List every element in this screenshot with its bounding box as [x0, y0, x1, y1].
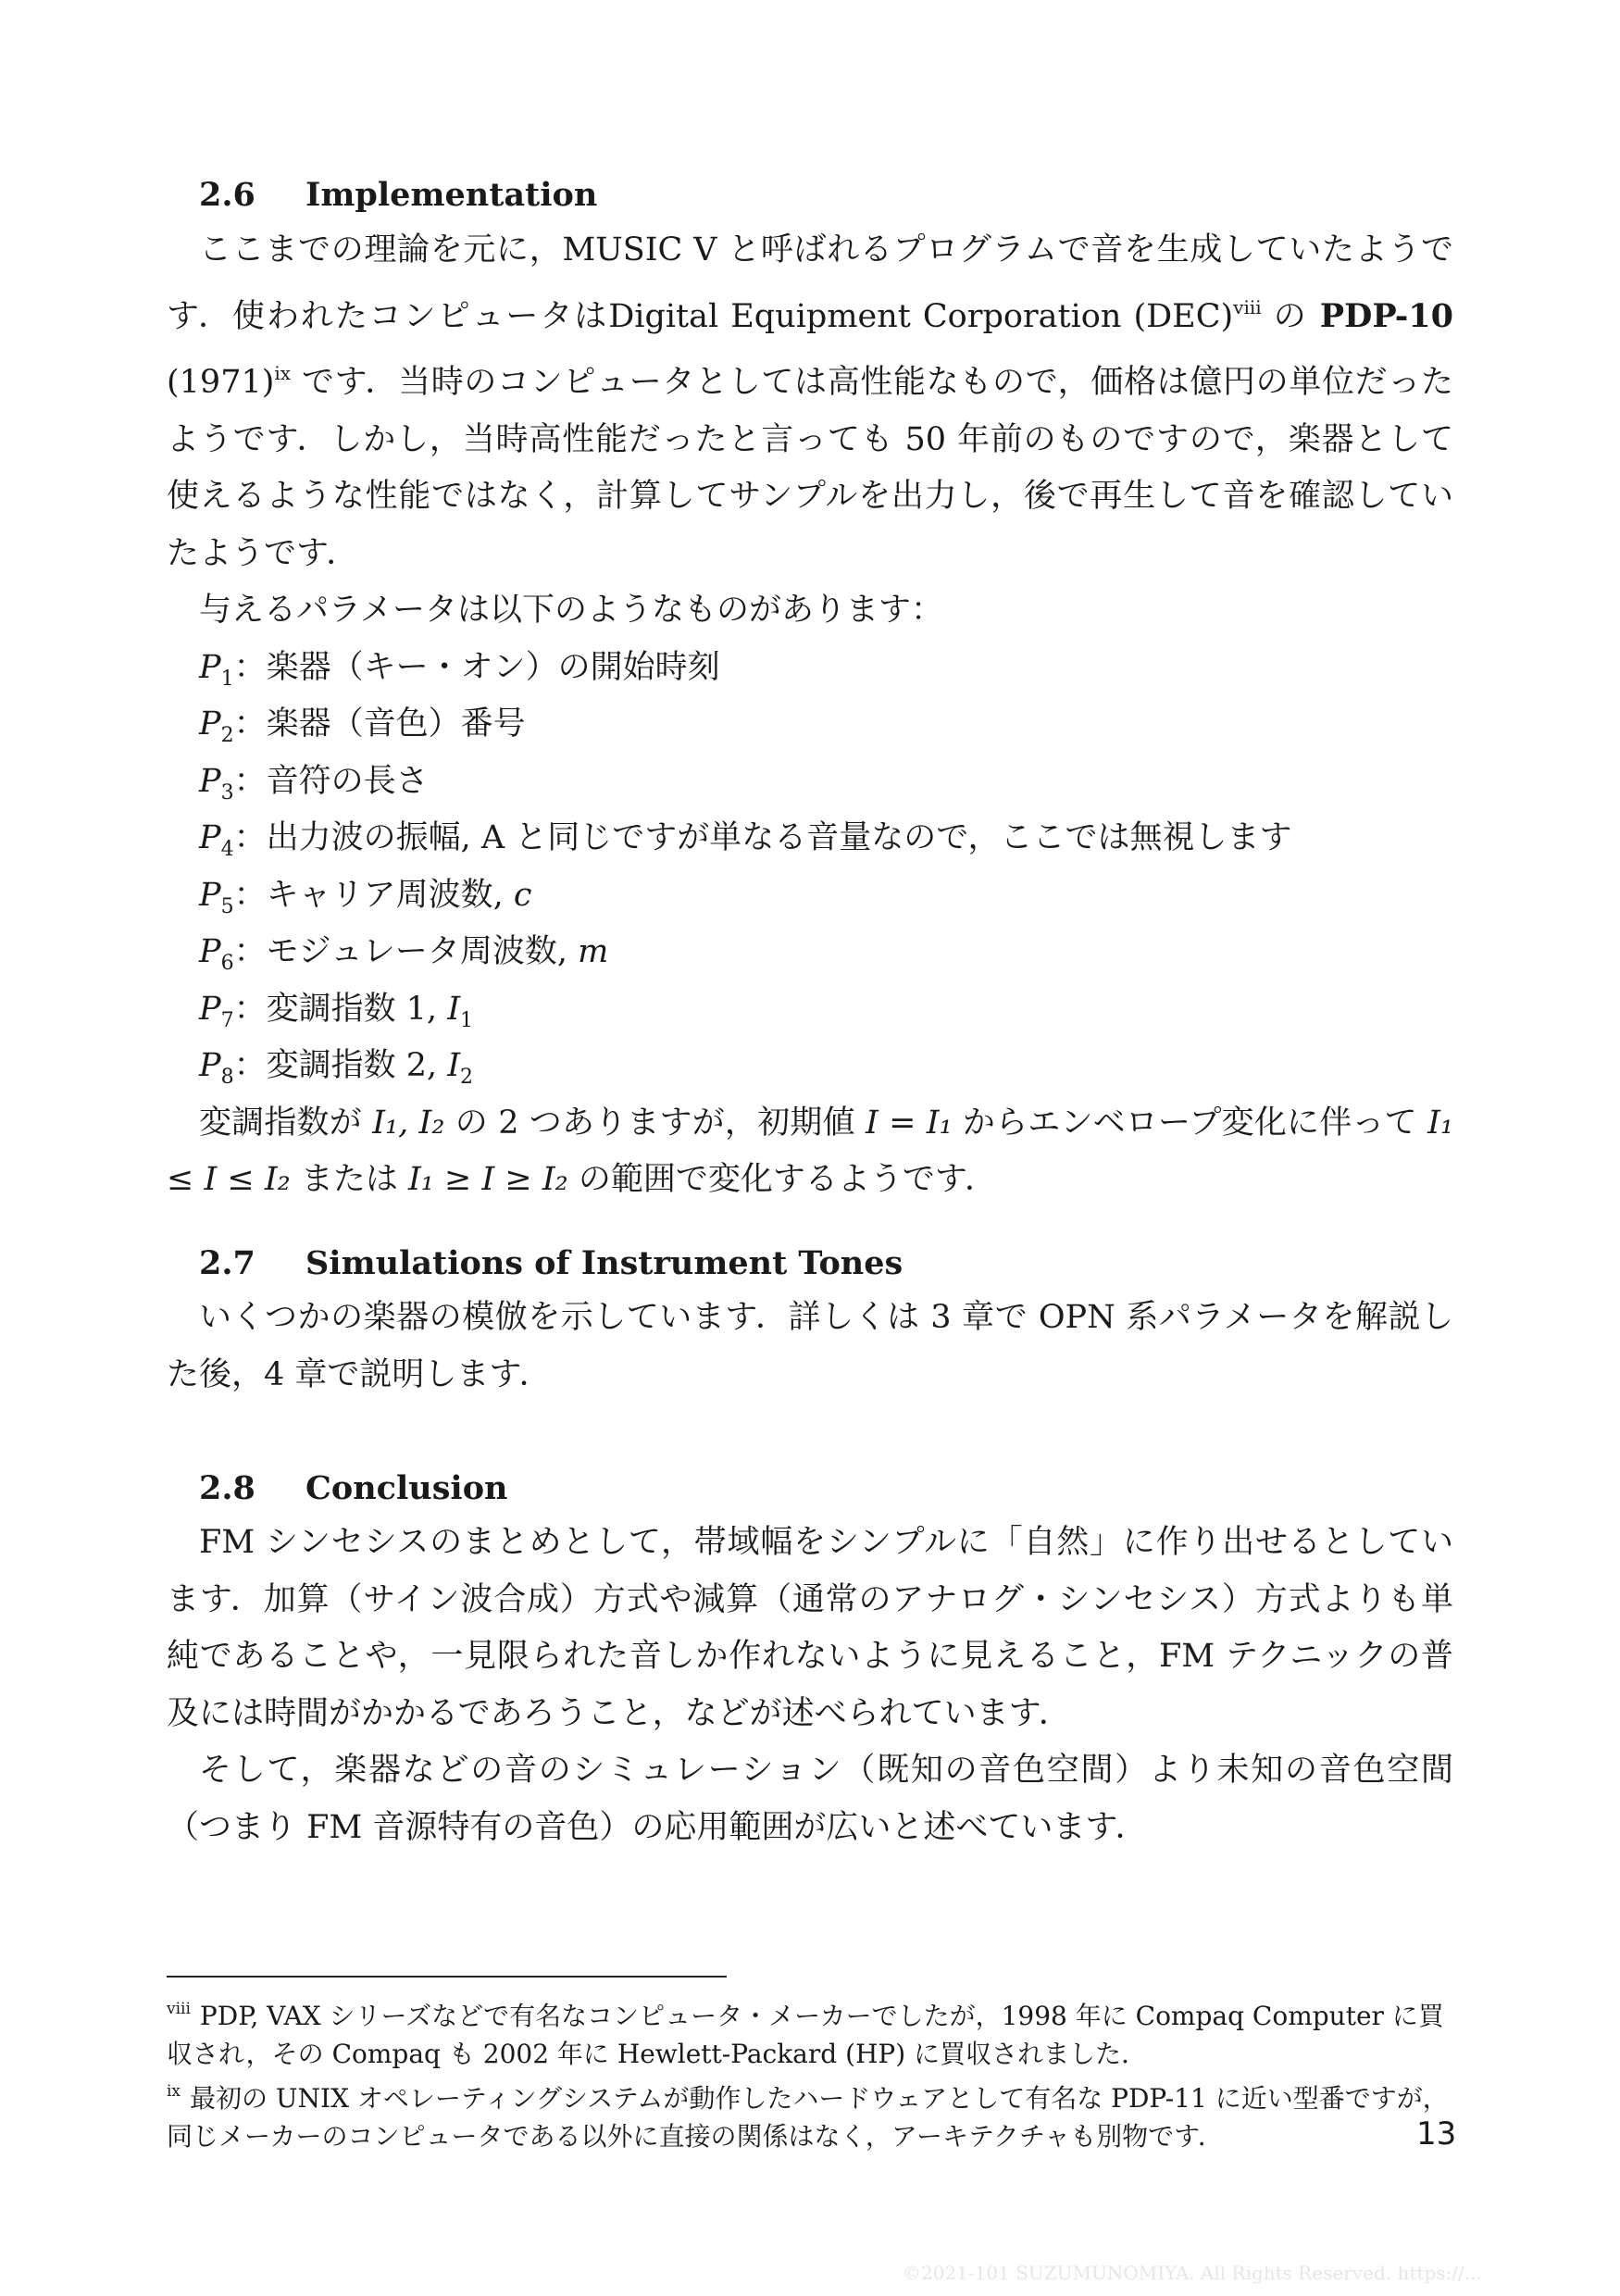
footnotes — [167, 1990, 1458, 2155]
conclusion-paragraph-1: FM シンセシスのまとめとして，帯域幅をシンプルに「自然」に作り出せるとしています．加算（サイン波合成）方式や減算（通常のアナログ・シンセシス）方式よりも単純であることや，一見限られた音しか作れないように見えること，FM テクニックの普及には時間がかかるであろうこと，などが述べられています． — [167, 1524, 1453, 1732]
text-span: 変調指数が — [199, 1104, 373, 1142]
footnote-ref-ix[interactable]: ix — [274, 362, 292, 384]
text-span: の範囲で変化するようです． — [567, 1161, 998, 1198]
math-expression: I₁, I₂ — [372, 1104, 445, 1142]
param-description: ：モジュレータ周波数, — [233, 933, 579, 970]
section-number: 2.6 — [199, 176, 255, 214]
param-description: ：音符の長さ — [233, 762, 429, 800]
text-span: (1971) — [167, 364, 275, 401]
param-symbol: P — [199, 648, 221, 686]
param-symbol: P — [199, 819, 221, 856]
parameter-item-3 — [167, 754, 1453, 811]
parameter-item-4 — [167, 810, 1453, 867]
copyright-watermark: ©2021-101 SUZUMUNOMIYA. All Rights Reserved. https://... — [903, 2262, 1482, 2284]
implementation-paragraph-1 — [167, 222, 1453, 582]
text-span: または — [290, 1161, 408, 1198]
section-heading-simulations — [199, 1241, 903, 1287]
parameter-item-1 — [167, 640, 1453, 697]
param-symbol: P — [199, 705, 221, 742]
param-symbol: P — [199, 762, 221, 800]
parameter-item-6 — [167, 924, 1453, 981]
param-description: ：変調指数 2, — [233, 1047, 448, 1084]
param-description: ：変調指数 1, — [233, 990, 448, 1028]
text-span: です．当時のコンピュータとしては高性能なもので，価格は億円の単位だったようです．しかし，当時高性能だったと言っても 50 年前のものですので，楽器として使えるような性能ではなく，計算してサンプルを出力し，後で再生して音を確認していたようです． — [167, 364, 1453, 572]
footnote-ref-viii[interactable]: viii — [1233, 295, 1262, 318]
param-subscript: 1 — [220, 667, 234, 691]
param-variable: m — [578, 933, 609, 970]
section-number: 2.8 — [199, 1469, 255, 1507]
param-description: ：楽器（キー・オン）の開始時刻 — [233, 648, 720, 686]
param-symbol: P — [199, 933, 221, 970]
section-heading-implementation — [199, 172, 597, 218]
section-heading-conclusion — [199, 1466, 508, 1512]
param-symbol: P — [199, 990, 221, 1028]
text-span: の — [1261, 297, 1320, 335]
parameter-item-2 — [167, 696, 1453, 754]
section-title: Conclusion — [305, 1469, 508, 1507]
simulations-paragraph: いくつかの楽器の模倣を示しています．詳しくは 3 章で OPN 系パラメータを解説した後，4 章で説明します． — [167, 1299, 1453, 1393]
text-span: ここまでの理論を元に，MUSIC V と呼ばれるプログラムで音を生成していたようです．使われたコンピュータはDigital Equipment Corporation (DEC) — [167, 231, 1453, 335]
param-description: ：キャリア周波数, — [233, 876, 514, 914]
pdp-10-bold: PDP-10 — [1319, 296, 1453, 335]
simulations-body — [167, 1290, 1453, 1404]
param-subscript: 7 — [220, 1008, 234, 1032]
section-title: Implementation — [305, 176, 598, 214]
section-number: 2.7 — [199, 1244, 255, 1282]
parameter-list — [167, 640, 1453, 1095]
param-description: ：出力波の振幅, A と同じですが単なる音量なので，ここでは無視します — [233, 819, 1292, 856]
param-symbol: P — [199, 876, 221, 914]
param-subscript: 6 — [220, 952, 234, 975]
footnote-viii — [167, 1990, 1458, 2073]
implementation-body — [167, 222, 1453, 1209]
math-expression: I₁ ≤ I ≤ I₂ — [167, 1104, 1453, 1198]
conclusion-paragraph-2: そして，楽器などの音のシミュレーション（既知の音色空間）より未知の音色空間（つまり FM 音源特有の音色）の応用範囲が広いと述べています． — [167, 1752, 1453, 1846]
implementation-paragraph-2: 与えるパラメータは以下のようなものがあります： — [199, 592, 943, 629]
param-variable: I — [447, 1047, 461, 1084]
math-expression: I = I₁ — [865, 1104, 953, 1142]
param-description: ：楽器（音色）番号 — [233, 705, 526, 742]
footnote-divider — [167, 1976, 727, 1978]
text-span: の 2 つありますが，初期値 — [444, 1104, 866, 1142]
param-subscript: 3 — [220, 780, 234, 805]
section-title: Simulations of Instrument Tones — [305, 1244, 903, 1282]
text-span: からエンベロープ変化に伴って — [952, 1104, 1428, 1142]
param-subscript: 5 — [220, 894, 234, 918]
param-subscript: 2 — [220, 724, 234, 747]
parameter-item-8 — [167, 1038, 1453, 1095]
parameter-item-5 — [167, 867, 1453, 925]
conclusion-body — [167, 1515, 1453, 1856]
footnote-ix — [167, 2073, 1458, 2155]
param-variable-subscript: 2 — [460, 1066, 474, 1089]
param-variable: I — [447, 990, 461, 1028]
page-number: 13 — [1416, 2115, 1457, 2152]
math-expression: I₁ ≥ I ≥ I₂ — [407, 1161, 568, 1198]
footnote-mark: ix — [167, 2082, 181, 2101]
param-subscript: 4 — [220, 838, 234, 861]
footnote-mark: viii — [167, 2000, 191, 2018]
param-subscript: 8 — [220, 1066, 234, 1089]
param-symbol: P — [199, 1047, 221, 1084]
footnote-text: 最初の UNIX オペレーティングシステムが動作したハードウェアとして有名な PDP-11 に近い型番ですが，同じメーカーのコンピュータである以外に直接の関係はなく，アーキテクチャも別物です． — [167, 2083, 1449, 2152]
footnote-text: PDP, VAX シリーズなどで有名なコンピュータ・メーカーでしたが，1998 年に Compaq Computer に買収され，その Compaq も 2002 年に Hewlett-Packard (HP) に買収されました． — [167, 2001, 1444, 2069]
param-variable-subscript: 1 — [460, 1008, 474, 1032]
param-variable: c — [513, 876, 532, 914]
implementation-paragraph-3 — [167, 1095, 1453, 1209]
parameter-item-7 — [167, 981, 1453, 1039]
